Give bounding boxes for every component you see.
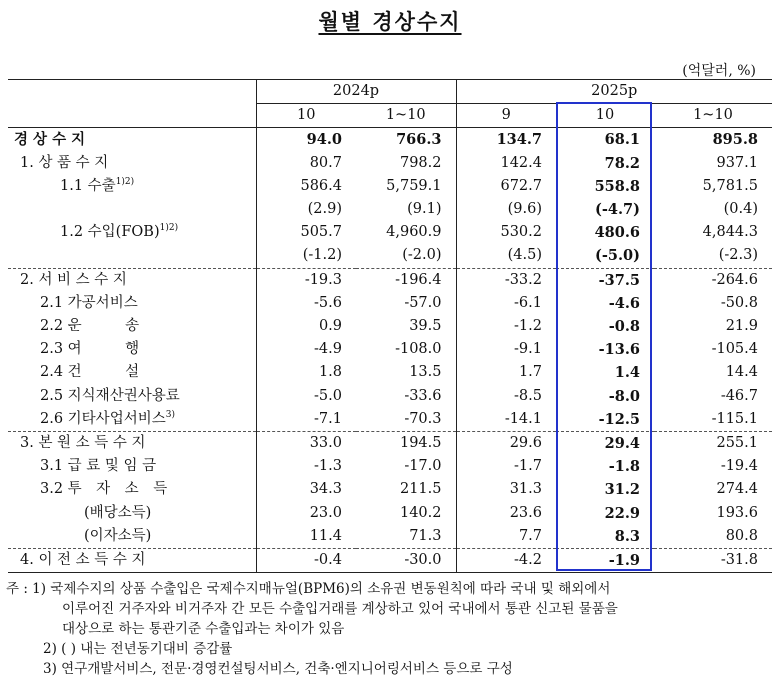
cell-value: -8.5: [456, 385, 556, 408]
row-label: [8, 455, 256, 478]
cell-value: -13.6: [598, 341, 640, 359]
cell-value: 140.2: [399, 504, 442, 521]
current-account-table: [8, 79, 772, 573]
header-2025: 2025p: [456, 80, 772, 104]
cell-value: 274.4: [716, 481, 758, 498]
cell-value: (4.5): [456, 244, 556, 268]
row-label: [8, 502, 256, 525]
cell-value: (9.1): [407, 201, 442, 218]
cell-value: 672.7: [456, 175, 556, 198]
table-row: [8, 221, 772, 244]
row-label: [8, 338, 256, 361]
table-row: [8, 385, 772, 408]
note-1-cont: 대상으로 하는 통관기준 수출입과는 차이가 있음: [62, 621, 345, 637]
footnote-marker: 1)2): [159, 223, 179, 234]
cell-value: -57.0: [404, 294, 442, 311]
table-row: [8, 315, 772, 338]
row-label: [8, 408, 256, 432]
header-2024: 2024p: [256, 80, 456, 104]
cell-value: -19.4: [720, 458, 758, 475]
header-col: 1~10: [654, 104, 772, 128]
note-1: 1) 국제수지의 상품 수출입은 국제수지매뉴얼(BPM6)의 소유권 변동원칙에 따라 국내 및 해외에서: [32, 581, 611, 597]
cell-value: 23.0: [256, 502, 356, 525]
table-row: [8, 408, 772, 432]
cell-value: -33.6: [404, 387, 442, 404]
cell-value: 211.5: [399, 481, 442, 498]
cell-value: -4.9: [256, 338, 356, 361]
cell-value: (9.6): [456, 198, 556, 221]
cell-value: -196.4: [356, 268, 456, 292]
table-row: [8, 152, 772, 175]
cell-value: 1.4: [614, 364, 640, 382]
cell-value: -70.3: [404, 410, 442, 427]
row-label-text: 1.1 수출: [60, 177, 116, 194]
header-row-months: [8, 104, 772, 128]
cell-value: (-5.0): [595, 247, 640, 265]
cell-value: -4.6: [608, 294, 640, 312]
cell-value: -30.0: [356, 549, 456, 573]
cell-value: 5,781.5: [702, 177, 758, 194]
row-label-text: 1.2 수입(FOB): [60, 224, 160, 241]
row-label-text: (이자소득): [84, 527, 152, 544]
table-row: [8, 502, 772, 525]
row-label-text: 1. 상 품 수 지: [20, 154, 109, 171]
header-col: 10: [256, 104, 356, 128]
row-label-text: 3.1 급 료 및 임 금: [40, 458, 157, 475]
cell-value: -105.4: [711, 341, 758, 358]
cell-value: 194.5: [356, 432, 456, 456]
cell-value: 94.0: [256, 128, 356, 152]
cell-value: 33.0: [256, 432, 356, 456]
table-row: [8, 455, 772, 478]
cell-value: -264.6: [654, 268, 772, 292]
cell-value: 0.9: [256, 315, 356, 338]
cell-value: -5.0: [256, 385, 356, 408]
cell-value: -33.2: [456, 268, 556, 292]
row-label-text: 2.2 운 송: [40, 318, 140, 335]
cell-value: -37.5: [556, 268, 654, 292]
cell-value: 23.6: [456, 502, 556, 525]
cell-value: (2.9): [256, 198, 356, 221]
header-col: 10: [556, 104, 654, 128]
cell-value: 34.3: [256, 478, 356, 501]
cell-value: 14.4: [725, 364, 758, 381]
note-3: 3) 연구개발서비스, 전문·경영컨설팅서비스, 건축·엔지니어링서비스 등으로 구성: [43, 661, 513, 677]
table-row: [8, 175, 772, 198]
cell-value: -7.1: [256, 408, 356, 432]
row-label: [8, 549, 256, 573]
cell-value: 558.8: [594, 177, 640, 195]
footnote-marker: 3): [165, 410, 175, 421]
row-label: [8, 244, 256, 268]
row-label-text: 2.1 가공서비스: [40, 294, 138, 311]
cell-value: 71.3: [409, 527, 442, 544]
row-label-text: (배당소득): [84, 504, 152, 521]
cell-value: 39.5: [409, 318, 442, 335]
row-label: [8, 315, 256, 338]
cell-value: 766.3: [396, 131, 442, 149]
cell-value: (-2.3): [718, 247, 758, 264]
cell-value: -17.0: [404, 458, 442, 475]
cell-value: 193.6: [716, 504, 758, 521]
cell-value: (-4.7): [595, 201, 640, 219]
row-label: [8, 152, 256, 175]
row-label: [8, 361, 256, 384]
table-row: [8, 478, 772, 501]
cell-value: 480.6: [594, 224, 640, 242]
cell-value: -1.8: [608, 458, 640, 476]
table-row: [8, 549, 772, 573]
cell-value: -9.1: [456, 338, 556, 361]
cell-value: -46.7: [720, 387, 758, 404]
table-row: [8, 361, 772, 384]
cell-value: 31.3: [456, 478, 556, 501]
table-row: [8, 128, 772, 152]
header-row-years: [8, 80, 772, 104]
table-row: [8, 432, 772, 456]
cell-value: 1.8: [256, 361, 356, 384]
cell-value: -6.1: [456, 292, 556, 315]
row-label: [8, 525, 256, 549]
row-label: [8, 292, 256, 315]
row-label-text: 2.6 기타사업서비스: [40, 410, 166, 427]
table-row: [8, 244, 772, 268]
cell-value: 11.4: [256, 525, 356, 549]
cell-value: -14.1: [456, 408, 556, 432]
cell-value: 7.7: [456, 525, 556, 549]
row-label-text: 2.3 여 행: [40, 341, 140, 358]
cell-value: 29.4: [556, 432, 654, 456]
row-label-text: 경 상 수 지: [14, 131, 86, 149]
note-2: 2) ( ) 내는 전년동기대비 증감률: [43, 641, 233, 657]
cell-value: 31.2: [604, 481, 640, 499]
cell-value: -31.8: [654, 549, 772, 573]
table-row: [8, 525, 772, 549]
cell-value: 4,844.3: [702, 224, 758, 241]
row-label-text: 3. 본 원 소 득 수 지: [20, 435, 146, 452]
footnotes: [6, 579, 618, 679]
cell-value: 505.7: [256, 221, 356, 244]
page-title: 월별 경상수지: [318, 9, 462, 34]
cell-value: 895.8: [712, 131, 758, 149]
cell-value: 21.9: [725, 318, 758, 335]
table-row: [8, 268, 772, 292]
cell-value: -1.3: [256, 455, 356, 478]
table-row: [8, 338, 772, 361]
note-1-cont: 이루어진 거주자와 비거주자 간 모든 수출입거래를 계상하고 있어 국내에서 통관 신고된 물품을: [62, 601, 618, 617]
cell-value: -0.8: [608, 318, 640, 336]
cell-value: -115.1: [711, 410, 758, 427]
row-label-text: 3.2 투 자 소 득: [40, 481, 168, 498]
cell-value: 134.7: [456, 128, 556, 152]
row-label: [8, 478, 256, 501]
header-col: 9: [456, 104, 556, 128]
cell-value: 8.3: [614, 527, 640, 545]
cell-value: -5.6: [256, 292, 356, 315]
highlight-box-2025-10: [556, 102, 652, 571]
cell-value: -12.5: [598, 410, 640, 428]
table-row: [8, 198, 772, 221]
cell-value: -50.8: [720, 294, 758, 311]
header-col: 1~10: [356, 104, 456, 128]
row-label: [8, 221, 256, 244]
cell-value: 80.8: [725, 527, 758, 544]
table-row: [8, 292, 772, 315]
cell-value: 937.1: [716, 154, 758, 171]
cell-value: -1.7: [456, 455, 556, 478]
cell-value: 586.4: [256, 175, 356, 198]
cell-value: 255.1: [654, 432, 772, 456]
cell-value: -1.9: [556, 549, 654, 573]
footnote-marker: 1)2): [115, 176, 135, 187]
row-label: [8, 128, 256, 152]
cell-value: 530.2: [456, 221, 556, 244]
row-label-text: 2.5 지식재산권사용료: [40, 387, 180, 404]
cell-value: 78.2: [604, 154, 640, 172]
cell-value: 68.1: [604, 131, 640, 149]
cell-value: -108.0: [395, 341, 442, 358]
cell-value: 80.7: [256, 152, 356, 175]
row-label-text: 2.4 건 설: [40, 364, 140, 381]
row-label-text: 2. 서 비 스 수 지: [20, 271, 127, 288]
row-label: [8, 175, 256, 198]
cell-value: -8.0: [608, 387, 640, 405]
cell-value: 13.5: [409, 364, 442, 381]
row-label: [8, 268, 256, 292]
cell-value: -1.2: [456, 315, 556, 338]
notes-prefix: 주 :: [6, 581, 33, 597]
cell-value: (-2.0): [402, 247, 442, 264]
cell-value: 22.9: [604, 504, 640, 522]
cell-value: -0.4: [256, 549, 356, 573]
cell-value: 4,960.9: [386, 224, 442, 241]
unit-label: (억달러, %): [682, 63, 756, 79]
cell-value: (0.4): [723, 201, 758, 218]
cell-value: 142.4: [456, 152, 556, 175]
cell-value: 1.7: [456, 361, 556, 384]
cell-value: -4.2: [456, 549, 556, 573]
row-label: [8, 432, 256, 456]
row-label-text: 4. 이 전 소 득 수 지: [20, 552, 146, 569]
cell-value: -19.3: [256, 268, 356, 292]
cell-value: (-1.2): [256, 244, 356, 268]
row-label: [8, 385, 256, 408]
cell-value: 29.6: [456, 432, 556, 456]
cell-value: 5,759.1: [386, 177, 442, 194]
cell-value: 798.2: [399, 154, 442, 171]
row-label: [8, 198, 256, 221]
